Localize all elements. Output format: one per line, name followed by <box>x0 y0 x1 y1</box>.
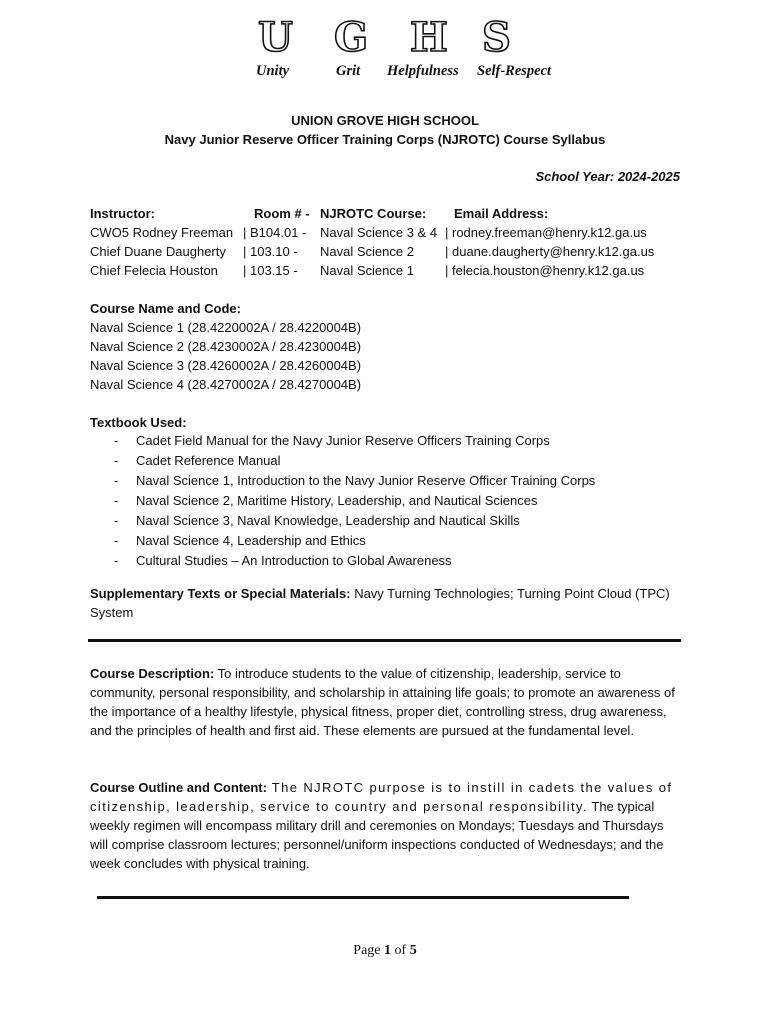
course-description-label: Course Description: <box>90 666 215 681</box>
motto-self-respect: Self-Respect <box>477 63 552 79</box>
instructor-course: Naval Science 3 & 4 <box>320 225 438 240</box>
header-email: Email Address: <box>454 206 549 221</box>
instructor-email[interactable]: | felecia.houston@henry.k12.ga.us <box>445 263 645 278</box>
page-number <box>0 942 770 960</box>
course-description-paragraph <box>90 664 682 740</box>
instructor-room: | B104.01 - <box>243 225 307 240</box>
instructor-name: CWO5 Rodney Freeman <box>90 225 234 240</box>
bullet-dash: - <box>114 453 119 468</box>
letter-g: G <box>334 14 369 61</box>
instructor-name: Chief Felecia Houston <box>90 263 218 278</box>
course-code-item: Naval Science 1 (28.4220002A / 28.4220004B) <box>90 320 362 335</box>
textbook-title: Naval Science 1, Introduction to the Navy Junior Reserve Officer Training Corps <box>136 473 596 488</box>
letter-h: H <box>410 14 448 61</box>
motto-grit: Grit <box>336 63 361 79</box>
supplementary-label: Supplementary Texts or Special Materials: <box>90 586 351 601</box>
instructor-course: Naval Science 1 <box>320 263 414 278</box>
course-outline-text: The typical weekly regimen will encompass military drill and ceremonies on Mondays; Tuesdays and Thursdays will comprise classroom lectures; personnel/uniform inspections conducted of Wednesdays; and the week concludes with physical training. <box>90 799 664 871</box>
bullet-dash: - <box>114 493 119 508</box>
page-word: Page <box>353 943 385 958</box>
letter-s: S <box>482 14 511 61</box>
page-total: 5 <box>409 943 417 958</box>
textbook-title: Naval Science 2, Maritime History, Leadership, and Nautical Sciences <box>136 493 538 508</box>
instructor-course: Naval Science 2 <box>320 244 414 259</box>
course-codes-heading: Course Name and Code: <box>90 301 241 316</box>
textbooks-heading: Textbook Used: <box>90 415 187 430</box>
bullet-dash: - <box>114 533 119 548</box>
textbook-title: Cadet Field Manual for the Navy Junior Reserve Officers Training Corps <box>136 433 550 448</box>
supplementary-text: Navy Turning Technologies; Turning Point Cloud (TPC) System <box>90 586 670 620</box>
school-year: School Year: 2024-2025 <box>535 169 680 184</box>
header-room: Room # - <box>254 206 310 221</box>
instructor-email[interactable]: | rodney.freeman@henry.k12.ga.us <box>445 225 647 240</box>
course-outline-text-spaced: The NJROTC purpose is to instill in cadets the values of citizenship, leadership, service to country and personal responsibility. <box>90 780 673 814</box>
header-course: NJROTC Course: <box>320 206 427 221</box>
section-divider <box>88 639 681 642</box>
bullet-dash: - <box>114 553 119 568</box>
bullet-dash: - <box>114 433 119 448</box>
bullet-dash: - <box>114 513 119 528</box>
course-code-item: Naval Science 2 (28.4230002A / 28.4230004B) <box>90 339 362 354</box>
page-current: 1 <box>384 943 392 958</box>
instructor-name: Chief Duane Daugherty <box>90 244 226 259</box>
textbook-title: Naval Science 3, Naval Knowledge, Leadership and Nautical Skills <box>136 513 520 528</box>
bottom-divider <box>97 896 629 899</box>
course-outline-paragraph <box>90 778 682 873</box>
textbook-title: Cultural Studies – An Introduction to Global Awareness <box>136 553 452 568</box>
textbook-title: Naval Science 4, Leadership and Ethics <box>136 533 366 548</box>
bullet-dash: - <box>114 473 119 488</box>
instructor-email[interactable]: | duane.daugherty@henry.k12.ga.us <box>445 244 655 259</box>
course-description-text: To introduce students to the value of citizenship, leadership, service to community, personal responsibility, and scholarship in attaining life goals; to promote an awareness of the importance of a healthy lifestyle, physical fitness, proper diet, controlling stress, drug awareness, and the principles of health and first aid. These elements are pursued at the fundamental level. <box>90 666 675 738</box>
course-outline-label: Course Outline and Content: <box>90 780 267 795</box>
supplementary-paragraph <box>90 584 682 622</box>
instructor-room: | 103.10 - <box>243 244 298 259</box>
school-name: UNION GROVE HIGH SCHOOL <box>291 113 479 128</box>
letter-u: U <box>258 14 293 61</box>
course-code-item: Naval Science 4 (28.4270002A / 28.4270004B) <box>90 377 362 392</box>
motto-helpfulness: Helpfulness <box>387 63 459 79</box>
course-code-item: Naval Science 3 (28.4260002A / 28.4260004B) <box>90 358 362 373</box>
of-word: of <box>391 943 410 958</box>
motto-unity: Unity <box>256 63 290 79</box>
syllabus-title: Navy Junior Reserve Officer Training Corps (NJROTC) Course Syllabus <box>164 132 606 147</box>
instructor-room: | 103.15 - <box>243 263 298 278</box>
textbook-title: Cadet Reference Manual <box>136 453 281 468</box>
header-instructor: Instructor: <box>90 206 155 221</box>
